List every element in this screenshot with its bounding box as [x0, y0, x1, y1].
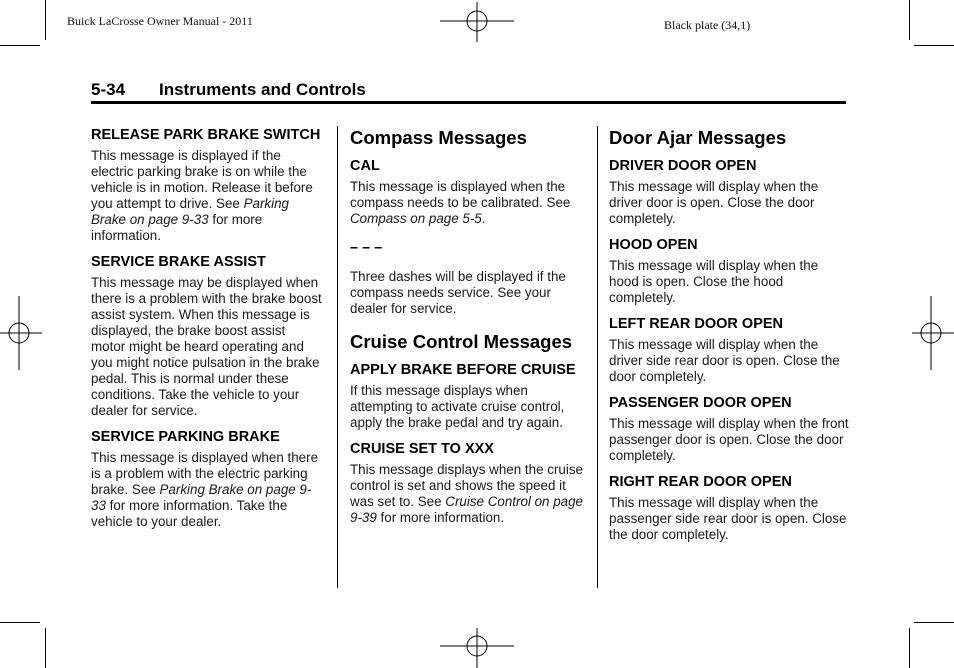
dashes-text: Three dashes will be displayed if the compass needs service. See your dealer for service. [350, 269, 566, 316]
cruise-control-ref: Cruise Control on page 9-39 [350, 494, 583, 525]
crop-mark-bl-v [45, 628, 46, 668]
plate-label: Black plate (34,1) [664, 18, 751, 32]
parking-brake-ref: Parking Brake on page 9-33 [91, 196, 289, 227]
service-parking-brake-heading: SERVICE PARKING BRAKE [91, 429, 280, 445]
crop-mark-tr-v [909, 0, 910, 40]
crop-mark-tl-h [0, 45, 40, 46]
release-park-brake-text: This message is displayed if the electric parking brake is on while the vehicle is in motion. Release it before you attempt to drive. See Parking Brake on page 9-33 for more information. [91, 148, 313, 243]
registration-target-left [0, 296, 42, 370]
driver-door-open-heading: DRIVER DOOR OPEN [609, 158, 757, 174]
right-rear-door-open-text: This message will display when the passenger side rear door is open. Close the door completely. [609, 495, 847, 542]
column-2 [350, 124, 590, 533]
apply-brake-heading: APPLY BRAKE BEFORE CRUISE [350, 362, 576, 378]
section-title: Instruments and Controls [159, 80, 366, 99]
driver-door-open-text: This message will display when the driver door is open. Close the door completely. [609, 179, 819, 226]
running-head [91, 80, 846, 100]
left-rear-door-open-text: This message will display when the driver side rear door is open. Close the door completely. [609, 337, 840, 384]
crop-mark-br-v [909, 628, 910, 668]
header-rule [91, 101, 846, 104]
service-parking-brake-text: This message is displayed when there is a problem with the electric parking brake. See Parking Brake on page 9-33 for more information. Take the vehicle to your dealer. [91, 450, 319, 529]
door-ajar-messages-title: Door Ajar Messages [609, 127, 787, 148]
service-brake-assist-text: This message may be displayed when there is a problem with the brake boost assist system. When this message is displayed, the brake boost assist motor might be heard operating and you might notice pulsation in the brake pedal. This is normal under these conditions. Take the vehicle to your dealer for service. [91, 275, 322, 418]
cal-heading: CAL [350, 158, 380, 174]
cruise-set-heading: CRUISE SET TO XXX [350, 441, 494, 457]
passenger-door-open-heading: PASSENGER DOOR OPEN [609, 395, 792, 411]
service-brake-assist-heading: SERVICE BRAKE ASSIST [91, 254, 266, 270]
compass-ref: Compass on page 5-5 [350, 211, 482, 226]
column-1 [91, 124, 323, 537]
column-divider-2 [597, 126, 598, 588]
apply-brake-text: If this message displays when attempting to activate cruise control, apply the brake pedal and try again. [350, 383, 565, 430]
parking-brake-ref-2: Parking Brake on page 9-33 [91, 482, 312, 513]
passenger-door-open-text: This message will display when the front passenger door is open. Close the door completely. [609, 416, 849, 463]
crop-mark-br-h [914, 622, 954, 623]
right-rear-door-open-heading: RIGHT REAR DOOR OPEN [609, 474, 792, 490]
crop-mark-tl-v [45, 0, 46, 40]
dashes-heading: – – – [350, 240, 383, 256]
crop-mark-bl-h [0, 622, 40, 623]
registration-target-right [912, 296, 954, 370]
compass-messages-title: Compass Messages [350, 127, 527, 148]
column-divider-1 [337, 126, 338, 588]
registration-target-top [440, 2, 514, 44]
hood-open-text: This message will display when the hood is open. Close the hood completely. [609, 258, 819, 305]
cal-text: This message is displayed when the compass needs to be calibrated. See Compass on page 5-5. [350, 179, 571, 226]
registration-target-bottom [440, 626, 514, 668]
manual-title: Buick LaCrosse Owner Manual - 2011 [67, 14, 253, 28]
release-park-brake-heading: RELEASE PARK BRAKE SWITCH [91, 127, 321, 143]
column-3 [609, 124, 849, 550]
cruise-set-text: This message displays when the cruise control is set and shows the speed it was set to. See Cruise Control on page 9-39 for more information. [350, 462, 583, 525]
cruise-control-messages-title: Cruise Control Messages [350, 331, 573, 352]
page-number: 5-34 [91, 80, 126, 99]
left-rear-door-open-heading: LEFT REAR DOOR OPEN [609, 316, 784, 332]
hood-open-heading: HOOD OPEN [609, 237, 698, 253]
crop-mark-tr-h [914, 45, 954, 46]
